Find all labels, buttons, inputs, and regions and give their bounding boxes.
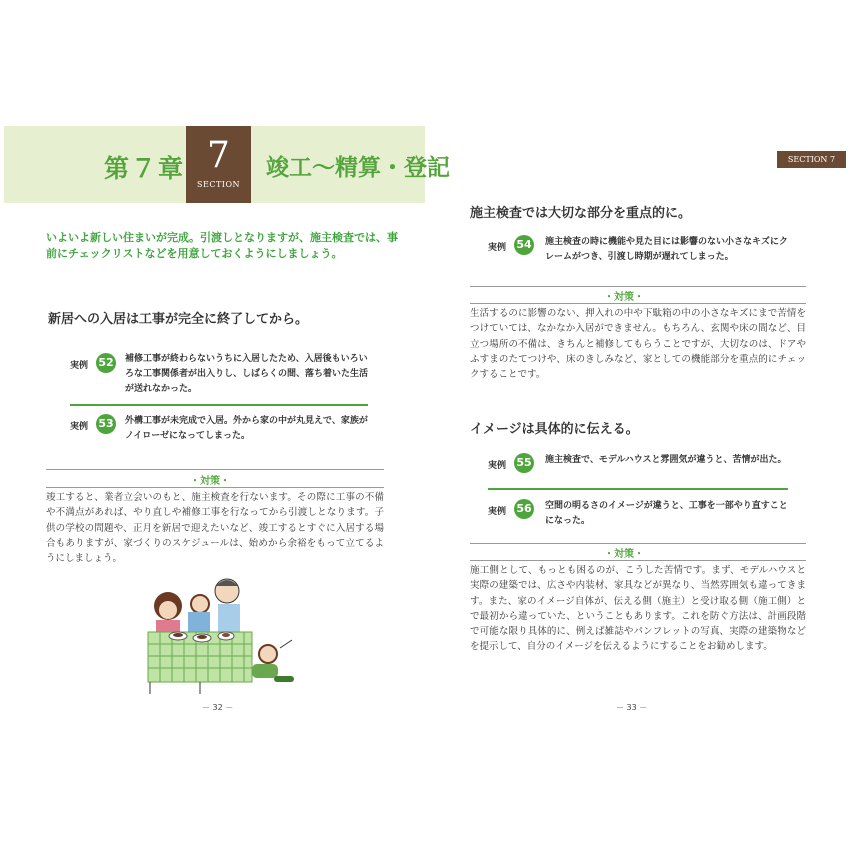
family-dining-illustration (140, 576, 300, 696)
example-label: 実例 (70, 361, 89, 371)
divider-line (488, 488, 788, 490)
section-tab: SECTION 7 (777, 151, 846, 168)
taisaku-bottom-rule (46, 487, 384, 488)
body-text-right-2: 施工側として、もっとも困るのが、こうした苦情です。まず、モデルハウスと実際の建築では、広さや内装材、家具などが異なり、当然雰囲気も違ってきます。また、家のイメージ自体が、伝える側（施主）と受け取る側（施工側）とで最初から違っていた、ということもあります。これを防ぐ方法は、計画段階で可能な限り具体的に、例えば雑誌やパンフレットの写真、実際の建築物などを提示して、自分のイメージを伝えるようにすることをお勧めします。 (470, 565, 806, 653)
body-text-left: 竣工すると、業者立会いのもと、施主検査を行ないます。その際に工事の不備や不満点があれば、やり直しや補修工事を行なってから引渡しとなります。子供の学校の問題や、正月を新居で迎えたいなど、竣工するとすぐに入居する場合もありますが、家づくりのスケジュールは、始めから余裕をもって立てるようにしましょう。 (46, 492, 384, 565)
chapter-label: 第７章 (104, 154, 186, 183)
example-label: 実例 (488, 461, 507, 471)
page-number-right: － 33 － (616, 703, 648, 712)
section-heading-left: 新居への入居は工事が完全に終了してから。 (48, 312, 309, 327)
taisaku-label: ・対策・ (604, 549, 644, 560)
page-number-left: － 32 － (202, 703, 234, 712)
example-number-badge: 52 (96, 353, 116, 373)
example-number-badge: 56 (514, 499, 534, 519)
example-label: 実例 (488, 507, 507, 517)
example-number-badge: 55 (514, 453, 534, 473)
lead-text: いよいよ新しい住まいが完成。引渡しとなりますが、施主検査では、事前にチェックリストなどを用意しておくようにしましょう。 (46, 231, 398, 260)
chapter-title: 竣工〜精算・登記 (266, 155, 450, 181)
example-text: 施主検査で、モデルハウスと雰囲気が違うと、苦情が出た。 (545, 455, 787, 465)
example-number-badge: 53 (96, 414, 116, 434)
taisaku-top-rule (470, 286, 806, 287)
example-text: 外構工事が未完成で入居。外から家の中が丸見えで、家族がノイローゼになってしまった。 (125, 416, 368, 441)
example-label: 実例 (70, 422, 89, 432)
taisaku-label: ・対策・ (190, 476, 230, 487)
section-heading-right-2: イメージは具体的に伝える。 (470, 422, 639, 437)
taisaku-top-rule (46, 469, 384, 470)
section-label: SECTION (197, 180, 240, 189)
example-text: 補修工事が終わらないうちに入居したため、入居後もいろいろな工事関係者が出入りし、しばらくの間、落ち着いた生活が送れなかった。 (125, 354, 369, 394)
divider-line (70, 404, 368, 406)
taisaku-bottom-rule (470, 560, 806, 561)
chapter-number-box (186, 126, 251, 203)
example-text: 空間の明るさのイメージが違うと、工事を一部やり直すことになった。 (545, 501, 788, 526)
taisaku-top-rule (470, 543, 806, 544)
example-number-badge: 54 (514, 235, 534, 255)
taisaku-label: ・対策・ (604, 292, 644, 303)
taisaku-bottom-rule (470, 303, 806, 304)
body-text-right-1: 生活するのに影響のない、押入れの中や下駄箱の中の小さなキズにまで苦情をつけていては、なかなか入居ができません。もちろん、玄関や床の間など、目立つ場所の不備は、きちんと補修してもらうことですが、大切なのは、ドアやふすまのたてつけや、床のきしみなど、家としての機能部分を重点的にチェックすることです。 (470, 308, 806, 381)
example-text: 施主検査の時に機能や見た目には影響のない小さなキズにクレームがつき、引渡し時期が遅れてしまった。 (545, 237, 788, 262)
chapter-number: 7 (207, 135, 230, 176)
section-heading-right-1: 施主検査では大切な部分を重点的に。 (470, 206, 692, 221)
example-label: 実例 (488, 243, 507, 253)
